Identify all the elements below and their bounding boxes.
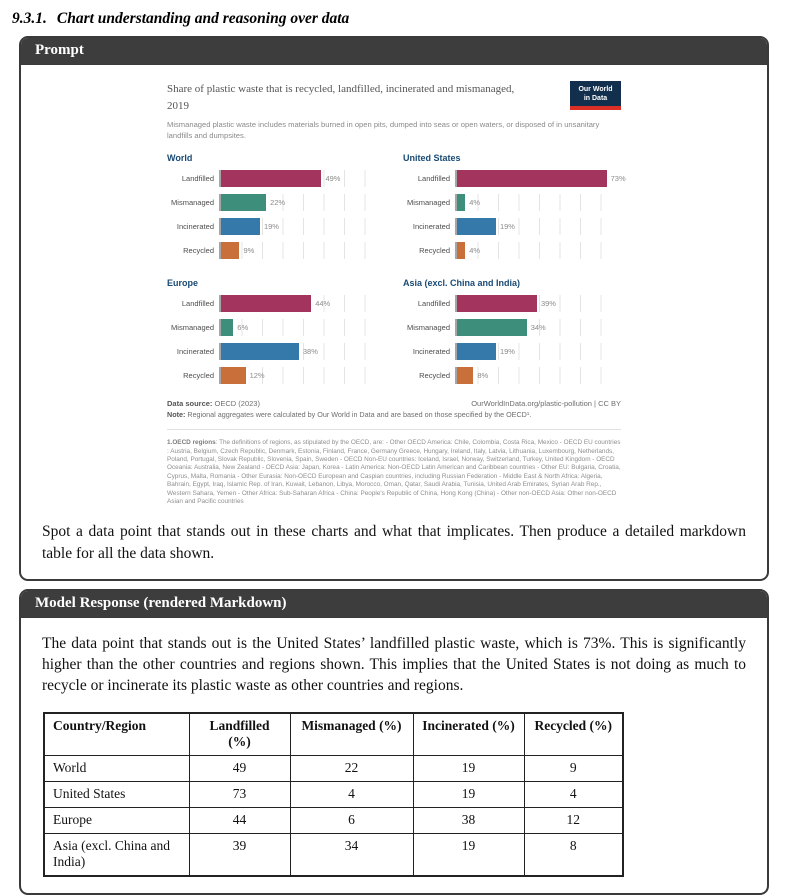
bar	[457, 319, 527, 336]
table-header-cell: Mismanaged (%)	[290, 713, 413, 756]
bar-category-label: Recycled	[183, 246, 214, 256]
table-cell: 4	[290, 781, 413, 807]
mini-chart	[403, 278, 621, 391]
table-cell: 19	[413, 755, 524, 781]
bar-plot-area	[219, 319, 385, 336]
bar-row	[403, 367, 621, 384]
bar-value-label: 22%	[270, 198, 286, 208]
owid-logo	[570, 81, 621, 110]
table-header-row	[44, 713, 623, 756]
table-cell: 44	[189, 807, 290, 833]
bar-category-label: Landfilled	[417, 174, 450, 184]
bar-value-label: 8%	[477, 371, 489, 381]
bar-value-label: 6%	[237, 323, 249, 333]
table-cell: World	[44, 755, 189, 781]
table-cell: 38	[413, 807, 524, 833]
chart-footnote	[167, 439, 621, 507]
bar-category-label: Recycled	[419, 371, 450, 381]
bar-value-label: 19%	[499, 222, 515, 232]
bar-category-label: Mismanaged	[407, 198, 450, 208]
bar-row	[167, 367, 385, 384]
section-title	[12, 10, 788, 28]
chart-note-value: Regional aggregates were calculated by Our World in Data and are based on those specified by the OECD¹.	[185, 410, 532, 420]
table-row	[44, 807, 623, 833]
bar-row	[167, 242, 385, 259]
bar-plot-area	[219, 194, 385, 211]
response-panel-body	[21, 618, 767, 893]
mini-chart	[167, 153, 385, 266]
bar	[221, 218, 260, 235]
bar-row	[403, 295, 621, 312]
bar-row	[403, 319, 621, 336]
bar-row	[167, 319, 385, 336]
bar	[221, 367, 246, 384]
bar-plot-area	[455, 319, 621, 336]
bar-plot-area	[455, 242, 621, 259]
chart-footnote-label: 1.OECD regions	[167, 439, 216, 447]
table-cell: Europe	[44, 807, 189, 833]
bar-row	[403, 343, 621, 360]
bar-category-label: Recycled	[183, 371, 214, 381]
chart-note-label: Note:	[167, 410, 186, 420]
chart-footnote-text: : The definitions of regions, as stipulated by the OECD, are: - Other OECD America: Chile, Colombia, Costa Rica, Mexico - OECD EU countries : Austria, Belgium, Czech Republic, Denmark, Estonia, Finland, France, Germany Greece, Hungary, Ireland, Italy, Latvia, Lithuania, Luxembourg, Netherlands, Poland, Portugal, Slovak Republic, Slovenia, Spain, Sweden - OECD Non-EU countries: Iceland, Israel, Norway, Switzerland, Turkey, United Kingdom - OECD Oceania: Australia, New Zealand - OECD Asia: Japan, Korea - Latin America: Non-OECD Latin American and Caribbean countries - Other EU: Bulgaria, Croatia, Cyprus, Malta, Romania - Other Eurasia: Non-OECD European and Caspian countries, including Russian Federation - Middle East & North Africa: Algeria, Bahrain, Egypt, Iraq, Islamic Rep. of Iran, Kuwait, Lebanon, Libya, Morocco, Oman, Qatar, Saudi Arabia, Tunisia, United Arab Emirates, Syrian Arab Rep., Western Sahara, Yemen - Other Africa: Sub-Saharan Africa - China: People's Republic of China, Hong Kong (China) - Other non-OECD Asia: Other non-OECD Asian and Pacific countries	[167, 439, 621, 506]
table-cell: Asia (excl. China and India)	[44, 833, 189, 876]
owid-logo-line2: in Data	[583, 95, 608, 103]
bar	[221, 170, 321, 187]
table-header-cell: Country/Region	[44, 713, 189, 756]
chart-title-line2: 2019	[167, 100, 189, 113]
bar	[221, 194, 266, 211]
bar-value-label: 49%	[325, 174, 341, 184]
bar-value-label: 4%	[469, 198, 481, 208]
table-cell: United States	[44, 781, 189, 807]
bar-row	[167, 295, 385, 312]
data-source	[167, 399, 260, 408]
table-header-cell: Incinerated (%)	[413, 713, 524, 756]
response-paragraph: The data point that stands out is the United States’ landfilled plastic waste, which is 73%. This is significantly higher than the other countries and regions shown. This implies that the United States is not doing as much to recycle or incinerate its plastic waste as other countries and regions.	[42, 634, 746, 695]
chart-divider	[167, 429, 621, 430]
prompt-question: Spot a data point that stands out in these charts and what that implicates. Then produce a detailed markdown table for all the data shown.	[42, 522, 746, 562]
data-source-label: Data source:	[167, 399, 213, 409]
bar-category-label: Mismanaged	[407, 323, 450, 333]
bar-value-label: 34%	[530, 323, 546, 333]
chart-title	[167, 81, 514, 115]
bar-category-label: Landfilled	[181, 174, 214, 184]
mini-charts-grid	[167, 153, 626, 391]
bar-category-label: Mismanaged	[171, 323, 214, 333]
bar-row	[403, 218, 621, 235]
markdown-table	[43, 712, 624, 877]
table-header-cell: Landfilled (%)	[189, 713, 290, 756]
bar-plot-area	[455, 295, 621, 312]
bar-category-label: Landfilled	[417, 299, 450, 309]
bar-plot-area	[455, 343, 621, 360]
table-cell: 9	[524, 755, 623, 781]
bar-plot-area	[455, 367, 621, 384]
table-cell: 39	[189, 833, 290, 876]
mini-chart	[403, 153, 626, 266]
table-cell: 19	[413, 833, 524, 876]
bar-row	[167, 194, 385, 211]
bar-value-label: 38%	[302, 347, 318, 357]
bar	[221, 343, 299, 360]
bar-plot-area	[219, 343, 385, 360]
table-row	[44, 833, 623, 876]
bar-plot-area	[219, 295, 385, 312]
bar-row	[403, 194, 621, 211]
bar-plot-area	[219, 218, 385, 235]
bar	[221, 242, 239, 259]
bar-value-label: 9%	[243, 246, 255, 256]
bar-value-label: 44%	[315, 299, 331, 309]
table-row	[44, 755, 623, 781]
table-cell: 49	[189, 755, 290, 781]
table-cell: 19	[413, 781, 524, 807]
bar-category-label: Incinerated	[176, 222, 214, 232]
bar-value-label: 4%	[469, 246, 481, 256]
prompt-panel	[19, 36, 769, 581]
mini-chart-title: World	[167, 153, 193, 164]
bar-row	[167, 170, 385, 187]
bar-row	[403, 242, 621, 259]
bar-plot-area	[455, 170, 626, 187]
prompt-panel-body	[21, 65, 767, 579]
chart-attribution: OurWorldInData.org/plastic-pollution | CC BY	[471, 399, 621, 409]
data-source-value: OECD (2023)	[212, 399, 260, 409]
table-cell: 22	[290, 755, 413, 781]
chart-header	[167, 81, 621, 115]
table-cell: 6	[290, 807, 413, 833]
bar-plot-area	[455, 194, 621, 211]
bar-value-label: 19%	[263, 222, 279, 232]
bar	[457, 295, 537, 312]
bar-plot-area	[219, 242, 385, 259]
table-cell: 34	[290, 833, 413, 876]
bar-category-label: Landfilled	[181, 299, 214, 309]
chart-source-row	[167, 399, 621, 408]
bar-row	[167, 218, 385, 235]
response-panel-header: Model Response (rendered Markdown)	[21, 591, 767, 618]
mini-chart-title: Europe	[167, 278, 199, 289]
mini-chart-title: United States	[403, 153, 461, 164]
chart-subtitle: Mismanaged plastic waste includes materials burned in open pits, dumped into seas or open waters, or disposed of in unsanitary landfills and dumpsites.	[167, 120, 600, 141]
bar	[457, 367, 473, 384]
chart-title-line1: Share of plastic waste that is recycled, landfilled, incinerated and mismanaged,	[167, 83, 515, 95]
bar	[457, 194, 465, 211]
mini-chart	[167, 278, 385, 391]
bar-category-label: Incinerated	[176, 347, 214, 357]
prompt-panel-header: Prompt	[21, 38, 767, 65]
table-header-cell: Recycled (%)	[524, 713, 623, 756]
bar-value-label: 39%	[540, 299, 556, 309]
bar-value-label: 19%	[499, 347, 515, 357]
table-head	[44, 713, 623, 756]
bar-category-label: Incinerated	[412, 222, 450, 232]
bar-category-label: Mismanaged	[171, 198, 214, 208]
bar-category-label: Recycled	[419, 246, 450, 256]
bar-plot-area	[219, 367, 385, 384]
owid-chart-figure	[167, 81, 626, 507]
bar-row	[167, 343, 385, 360]
bar-plot-area	[219, 170, 385, 187]
response-panel	[19, 589, 769, 895]
bar-value-label: 73%	[610, 174, 626, 184]
section-title-text: Chart understanding and reasoning over data	[56, 10, 350, 27]
bar	[457, 218, 496, 235]
bar	[221, 295, 311, 312]
owid-logo-line1: Our World	[578, 86, 613, 93]
bar	[457, 170, 607, 187]
bar	[457, 242, 465, 259]
bar-row	[403, 170, 626, 187]
bar-category-label: Incinerated	[412, 347, 450, 357]
table-cell: 4	[524, 781, 623, 807]
table-cell: 12	[524, 807, 623, 833]
bar-plot-area	[455, 218, 621, 235]
bar	[457, 343, 496, 360]
chart-note	[167, 410, 621, 419]
table-row	[44, 781, 623, 807]
table-cell: 8	[524, 833, 623, 876]
table-cell: 73	[189, 781, 290, 807]
table-body	[44, 755, 623, 876]
mini-chart-title: Asia (excl. China and India)	[403, 278, 521, 289]
bar	[221, 319, 233, 336]
bar-value-label: 12%	[249, 371, 265, 381]
section-number: 9.3.1.	[12, 10, 47, 27]
